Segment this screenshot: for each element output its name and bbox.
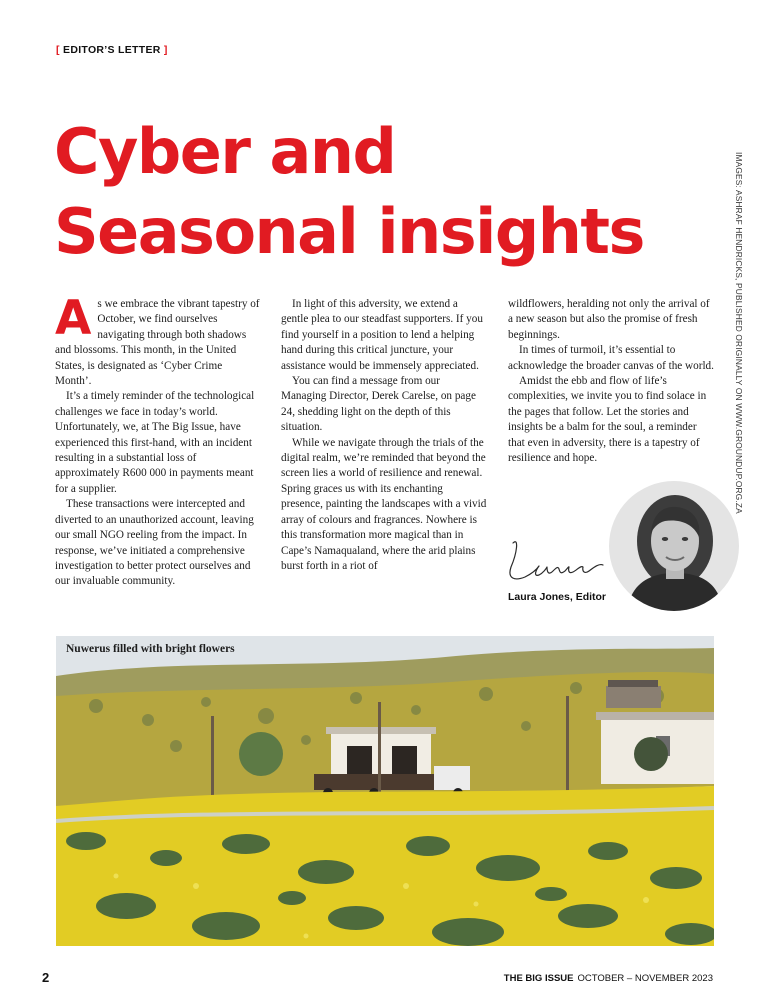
drop-cap: A bbox=[55, 291, 92, 346]
headline-line-1: Cyber and bbox=[54, 115, 396, 188]
headline-line-2: Seasonal insights bbox=[54, 195, 644, 268]
body-paragraph: Amidst the ebb and flow of life’s complexities, we invite you to find solace in the pages that follow. Let the stories and insights be a balm for the soul, a reminder that even in adversity, there is a tapestry of resilience and hope. bbox=[508, 375, 707, 465]
landscape-photo bbox=[56, 636, 714, 946]
section-label-text: EDITOR’S LETTER bbox=[63, 44, 161, 56]
body-paragraph: While we navigate through the trials of the digital realm, we’re reminded that beyond the screen lies a world of resilience and renewal. Spring graces us with its enchanting presence, painting the landscapes with a vivid array of colours and fragrances. Nowhere is this transformation more magical than in Cape’s Namaqualand, where the arid plains burst forth in a riot of bbox=[281, 436, 487, 572]
editor-portrait bbox=[609, 481, 739, 611]
body-paragraph: In light of this adversity, we extend a gentle plea to our steadfast supporters. If you find yourself in a position to lend a helping hand during this critical juncture, your assistance would be immensely appreciated. bbox=[281, 298, 483, 372]
footer-issue-line bbox=[504, 973, 713, 984]
body-paragraph: You can find a message from our Managing Director, Derek Carelse, on page 24, shedding light on the depth of this situation. bbox=[281, 375, 476, 434]
headline bbox=[54, 112, 714, 272]
section-label-close-bracket: ] bbox=[160, 44, 168, 56]
body-column-2 bbox=[281, 297, 487, 574]
editor-name: Laura Jones, Editor bbox=[508, 591, 607, 603]
body-paragraph bbox=[55, 291, 261, 389]
issue-date: OCTOBER – NOVEMBER 2023 bbox=[577, 973, 713, 984]
body-paragraph: In times of turmoil, it’s essential to acknowledge the broader canvas of the world. bbox=[508, 344, 714, 372]
image-credit-text: IMAGES: ASHRAF HENDRICKS, PUBLISHED ORIGINALLY ON WWW.GROUNDUP.ORG.ZA bbox=[734, 152, 744, 514]
page-number: 2 bbox=[42, 970, 50, 985]
section-label-open-bracket: [ bbox=[56, 44, 64, 56]
body-column-3 bbox=[508, 297, 714, 466]
magazine-name: THE BIG ISSUE bbox=[503, 973, 574, 984]
image-credit bbox=[728, 152, 750, 514]
body-column-1 bbox=[55, 291, 261, 590]
body-paragraph: It’s a timely reminder of the technological challenges we face in today’s world. Unfortunately, we, at The Big Issue, have experienced this first-hand, with an incident resulting in a substantial loss of approximately R600 000 in payments meant for a supplier. bbox=[55, 390, 255, 495]
body-paragraph: These transactions were intercepted and diverted to an unauthorized account, leaving our small NGO reeling from the impact. In response, we’ve initiated a comprehensive investigation to better protect ourselves and our invaluable community. bbox=[55, 498, 254, 588]
photo-caption: Nuwerus filled with bright flowers bbox=[66, 643, 235, 655]
body-paragraph: wildflowers, heralding not only the arrival of a new season but also the promise of fresh beginnings. bbox=[508, 298, 710, 341]
editor-signature bbox=[503, 533, 613, 591]
section-label bbox=[56, 44, 168, 56]
body-paragraph-text: s we embrace the vibrant tapestry of October, we find ourselves navigating through both shadows and blossoms. This month, in the United States, is designated as ‘Cyber Crime Month’. bbox=[55, 298, 260, 388]
